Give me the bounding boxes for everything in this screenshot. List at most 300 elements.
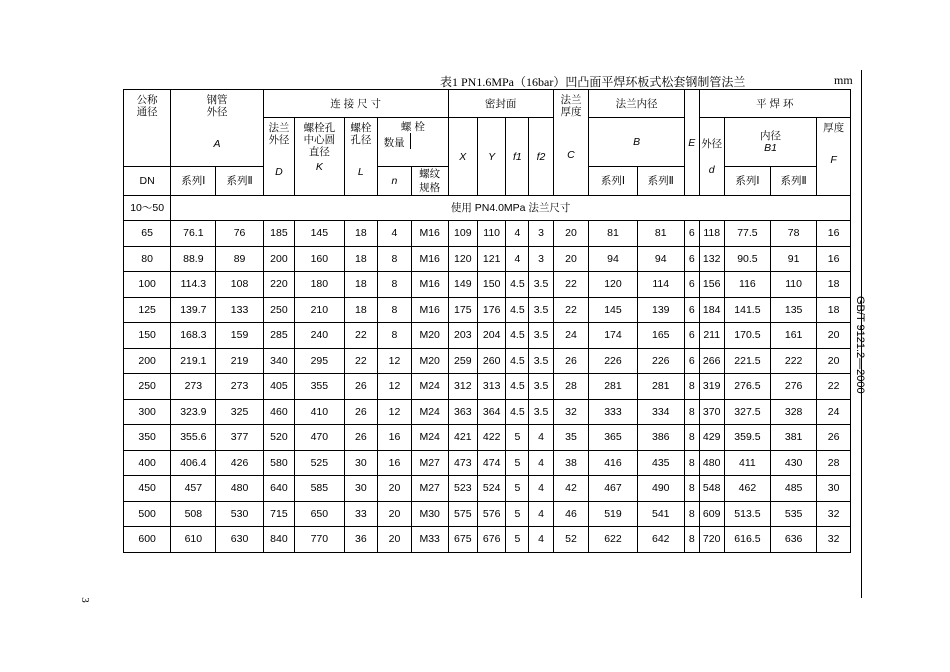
header-ring-od: 外径 d <box>699 118 724 196</box>
table-cell: 323.9 <box>171 399 216 425</box>
table-row <box>124 450 851 476</box>
table-cell: 8 <box>684 374 699 400</box>
header-nominal: 公称 通径 <box>124 90 171 167</box>
header-flange-id-series2: 系列Ⅱ <box>637 167 684 196</box>
header-bolt-qty: 数量 <box>383 137 405 149</box>
table-cell: 5 <box>506 450 529 476</box>
table-cell: 135 <box>771 297 817 323</box>
table-cell: 200 <box>263 246 295 272</box>
table-cell: 26 <box>344 425 378 451</box>
table-cell: 5 <box>506 527 529 553</box>
special-row <box>124 196 851 221</box>
header-ring-id-series2: 系列Ⅱ <box>771 167 817 196</box>
header-y: Y <box>477 118 505 196</box>
table-cell: 715 <box>263 501 295 527</box>
table-cell: 26 <box>817 425 851 451</box>
table-cell: 165 <box>637 323 684 349</box>
table-cell: 405 <box>263 374 295 400</box>
table-cell: 20 <box>817 348 851 374</box>
table-cell: 226 <box>637 348 684 374</box>
table-cell: 18 <box>344 272 378 298</box>
table-cell: 259 <box>448 348 477 374</box>
table-cell: 185 <box>263 221 295 247</box>
table-cell: 20 <box>378 527 412 553</box>
table-cell: 22 <box>817 374 851 400</box>
table-cell: 422 <box>477 425 505 451</box>
table-cell: 5 <box>506 476 529 502</box>
table-cell: 421 <box>448 425 477 451</box>
table-cell: 513.5 <box>724 501 770 527</box>
table-cell: 150 <box>477 272 505 298</box>
table-cell: 457 <box>171 476 216 502</box>
table-cell: 359.5 <box>724 425 770 451</box>
table-cell: 121 <box>477 246 505 272</box>
table-cell: 159 <box>216 323 263 349</box>
table-cell: 120 <box>448 246 477 272</box>
table-cell: 203 <box>448 323 477 349</box>
table-cell: 76.1 <box>171 221 216 247</box>
table-cell: 410 <box>295 399 344 425</box>
standard-code: GB/T 9121.2—2000 <box>854 296 866 394</box>
table-cell: 100 <box>124 272 171 298</box>
table-cell: 168.3 <box>171 323 216 349</box>
table-cell: 81 <box>589 221 637 247</box>
table-cell: 490 <box>637 476 684 502</box>
table-cell: 334 <box>637 399 684 425</box>
table-cell: 94 <box>637 246 684 272</box>
table-cell: 36 <box>344 527 378 553</box>
table-row <box>124 323 851 349</box>
header-bolt-hole: 螺栓 孔径 L <box>344 118 378 196</box>
table-cell: 370 <box>699 399 724 425</box>
header-thickness: 法兰 厚度 C <box>553 90 589 196</box>
table-cell: 125 <box>124 297 171 323</box>
table-cell: 630 <box>216 527 263 553</box>
table-cell: 204 <box>477 323 505 349</box>
table-cell: 109 <box>448 221 477 247</box>
table-cell: 132 <box>699 246 724 272</box>
table-cell: 16 <box>378 450 412 476</box>
table-cell: 640 <box>263 476 295 502</box>
table-cell: M16 <box>411 297 448 323</box>
table-cell: 720 <box>699 527 724 553</box>
table-cell: 18 <box>344 221 378 247</box>
table-cell: 33 <box>344 501 378 527</box>
table-cell: 328 <box>771 399 817 425</box>
table-cell: 355.6 <box>171 425 216 451</box>
table-cell: 114 <box>637 272 684 298</box>
table-cell: 770 <box>295 527 344 553</box>
header-connection: 连 接 尺 寸 <box>263 90 448 118</box>
table-cell: 28 <box>553 374 589 400</box>
table-cell: 575 <box>448 501 477 527</box>
table-cell: 6 <box>684 272 699 298</box>
table-cell: 377 <box>216 425 263 451</box>
table-cell: 222 <box>771 348 817 374</box>
table-cell: 30 <box>344 476 378 502</box>
table-cell: 133 <box>216 297 263 323</box>
table-cell: 32 <box>553 399 589 425</box>
table-cell: 28 <box>817 450 851 476</box>
table-cell: 20 <box>817 323 851 349</box>
special-row-dn: 10～50 <box>124 196 171 221</box>
table-cell: 675 <box>448 527 477 553</box>
table-cell: 52 <box>553 527 589 553</box>
table-cell: 4 <box>529 476 553 502</box>
header-bolt-circle: 螺栓孔 中心圆 直径 K <box>295 118 344 196</box>
table-cell: 4.5 <box>506 374 529 400</box>
table-cell: 276 <box>771 374 817 400</box>
header-ring-id: 内径 B1 <box>724 118 816 167</box>
table-cell: M30 <box>411 501 448 527</box>
header-dn: DN <box>124 167 171 196</box>
table-cell: 5 <box>506 501 529 527</box>
table-cell: 221.5 <box>724 348 770 374</box>
table-cell: 285 <box>263 323 295 349</box>
table-cell: 30 <box>817 476 851 502</box>
header-pipe-series1: 系列Ⅰ <box>171 167 216 196</box>
table-cell: 161 <box>771 323 817 349</box>
table-cell: 8 <box>684 501 699 527</box>
table-row <box>124 297 851 323</box>
table-cell: 610 <box>171 527 216 553</box>
table-cell: 4 <box>529 450 553 476</box>
table-cell: 650 <box>295 501 344 527</box>
table-cell: 363 <box>448 399 477 425</box>
table-cell: 8 <box>378 246 412 272</box>
table-cell: 319 <box>699 374 724 400</box>
table-cell: 12 <box>378 374 412 400</box>
table-cell: 46 <box>553 501 589 527</box>
header-flange-id: 法兰内径 <box>589 90 685 118</box>
table-title: 表1 PN1.6MPa（16bar）凹凸面平焊环板式松套钢制管法兰 <box>440 75 746 89</box>
table-cell: 65 <box>124 221 171 247</box>
table-cell: 281 <box>637 374 684 400</box>
table-row <box>124 476 851 502</box>
table-cell: 535 <box>771 501 817 527</box>
table-cell: M27 <box>411 476 448 502</box>
table-cell: 211 <box>699 323 724 349</box>
table-cell: 548 <box>699 476 724 502</box>
header-sealing: 密封面 <box>448 90 553 118</box>
table-cell: 6 <box>684 323 699 349</box>
table-cell: 20 <box>553 246 589 272</box>
table-body <box>124 196 851 553</box>
table-cell: 5 <box>506 425 529 451</box>
table-cell: 333 <box>589 399 637 425</box>
table-cell: 530 <box>216 501 263 527</box>
table-cell: 3.5 <box>529 399 553 425</box>
table-cell: 210 <box>295 297 344 323</box>
header-flange-id-sym: B <box>589 118 685 167</box>
table-cell: 6 <box>684 246 699 272</box>
table-cell: 12 <box>378 399 412 425</box>
table-cell: 467 <box>589 476 637 502</box>
table-cell: 4.5 <box>506 348 529 374</box>
table-cell: 180 <box>295 272 344 298</box>
table-cell: 600 <box>124 527 171 553</box>
table-cell: 90.5 <box>724 246 770 272</box>
table-cell: 6 <box>684 348 699 374</box>
table-cell: 508 <box>171 501 216 527</box>
table-cell: 3 <box>529 246 553 272</box>
table-cell: 88.9 <box>171 246 216 272</box>
table-cell: M24 <box>411 374 448 400</box>
table-cell: 462 <box>724 476 770 502</box>
table-cell: 42 <box>553 476 589 502</box>
table-cell: M33 <box>411 527 448 553</box>
table-cell: 145 <box>589 297 637 323</box>
table-cell: 89 <box>216 246 263 272</box>
table-cell: 18 <box>344 297 378 323</box>
table-cell: 636 <box>771 527 817 553</box>
table-cell: 276.5 <box>724 374 770 400</box>
table-cell: 26 <box>344 399 378 425</box>
table-cell: 16 <box>378 425 412 451</box>
table-cell: 139 <box>637 297 684 323</box>
table-cell: 642 <box>637 527 684 553</box>
table-cell: 8 <box>684 527 699 553</box>
table-row <box>124 374 851 400</box>
table-cell: 460 <box>263 399 295 425</box>
table-cell: 81 <box>637 221 684 247</box>
table-cell: 4 <box>529 527 553 553</box>
header-pipe-od: 钢管 外径 A <box>171 90 263 167</box>
table-cell: 8 <box>684 476 699 502</box>
table-cell: 8 <box>378 323 412 349</box>
table-cell: 160 <box>295 246 344 272</box>
table-cell: 184 <box>699 297 724 323</box>
table-cell: 118 <box>699 221 724 247</box>
table-cell: M27 <box>411 450 448 476</box>
table-cell: 170.5 <box>724 323 770 349</box>
table-cell: 18 <box>817 272 851 298</box>
table-row <box>124 501 851 527</box>
table-cell: 77.5 <box>724 221 770 247</box>
table-cell: 6 <box>684 297 699 323</box>
table-cell: 145 <box>295 221 344 247</box>
header-f2: f2 <box>529 118 553 196</box>
header-ring: 平 焊 环 <box>699 90 850 118</box>
table-cell: 32 <box>817 501 851 527</box>
table-cell: 22 <box>344 323 378 349</box>
table-cell: 3.5 <box>529 348 553 374</box>
table-cell: 26 <box>553 348 589 374</box>
table-cell: 8 <box>684 450 699 476</box>
table-cell: 176 <box>477 297 505 323</box>
table-cell: 156 <box>699 272 724 298</box>
table-cell: 386 <box>637 425 684 451</box>
table-cell: 524 <box>477 476 505 502</box>
table-cell: M24 <box>411 399 448 425</box>
table-cell: 24 <box>553 323 589 349</box>
table-cell: 110 <box>771 272 817 298</box>
table-cell: 116 <box>724 272 770 298</box>
table-cell: 200 <box>124 348 171 374</box>
table-cell: 4 <box>529 425 553 451</box>
table-cell: 4 <box>506 221 529 247</box>
header-f1: f1 <box>506 118 529 196</box>
table-cell: 91 <box>771 246 817 272</box>
table-cell: 8 <box>378 272 412 298</box>
table-cell: M20 <box>411 323 448 349</box>
table-cell: 8 <box>684 399 699 425</box>
table-cell: 364 <box>477 399 505 425</box>
page-number: 3 <box>78 597 91 603</box>
table-cell: 30 <box>344 450 378 476</box>
table-cell: 312 <box>448 374 477 400</box>
table-cell: 580 <box>263 450 295 476</box>
header-e: E <box>684 90 699 196</box>
table-cell: 416 <box>589 450 637 476</box>
table-cell: 22 <box>344 348 378 374</box>
table-cell: 273 <box>171 374 216 400</box>
table-cell: 365 <box>589 425 637 451</box>
table-cell: 20 <box>553 221 589 247</box>
table-row <box>124 348 851 374</box>
special-row-text: 使用 PN4.0MPa 法兰尺寸 <box>171 196 851 221</box>
header-ring-thk: 厚度 F <box>817 118 851 196</box>
table-cell: 450 <box>124 476 171 502</box>
table-cell: 226 <box>589 348 637 374</box>
header-bolt-thread: 螺纹 规格 <box>411 167 448 196</box>
table-cell: 340 <box>263 348 295 374</box>
table-cell: 325 <box>216 399 263 425</box>
table-cell: 266 <box>699 348 724 374</box>
table-cell: 20 <box>378 476 412 502</box>
table-cell: 219 <box>216 348 263 374</box>
table-cell: 22 <box>553 297 589 323</box>
table-cell: 240 <box>295 323 344 349</box>
table-cell: 6 <box>684 221 699 247</box>
table-cell: 313 <box>477 374 505 400</box>
table-cell: 4.5 <box>506 297 529 323</box>
table-cell: 480 <box>699 450 724 476</box>
table-cell: 8 <box>684 425 699 451</box>
table-cell: 576 <box>477 501 505 527</box>
table-cell: 175 <box>448 297 477 323</box>
table-cell: 141.5 <box>724 297 770 323</box>
table-cell: 4 <box>378 221 412 247</box>
table-cell: 4 <box>529 501 553 527</box>
table-cell: 108 <box>216 272 263 298</box>
table-row <box>124 527 851 553</box>
table-cell: M16 <box>411 272 448 298</box>
table-cell: 4.5 <box>506 323 529 349</box>
table-cell: 38 <box>553 450 589 476</box>
table-cell: 219.1 <box>171 348 216 374</box>
table-header <box>124 90 851 196</box>
table-cell: 250 <box>263 297 295 323</box>
table-cell: 474 <box>477 450 505 476</box>
table-cell: 22 <box>553 272 589 298</box>
table-cell: 500 <box>124 501 171 527</box>
table-cell: 24 <box>817 399 851 425</box>
table-cell: 355 <box>295 374 344 400</box>
table-cell: 16 <box>817 246 851 272</box>
table-cell: 114.3 <box>171 272 216 298</box>
table-cell: 3.5 <box>529 297 553 323</box>
table-cell: 18 <box>817 297 851 323</box>
table-cell: 281 <box>589 374 637 400</box>
table-cell: 80 <box>124 246 171 272</box>
table-cell: 676 <box>477 527 505 553</box>
table-cell: M16 <box>411 246 448 272</box>
table-cell: M24 <box>411 425 448 451</box>
table-cell: 616.5 <box>724 527 770 553</box>
table-cell: 400 <box>124 450 171 476</box>
table-cell: 426 <box>216 450 263 476</box>
table-row <box>124 246 851 272</box>
header-ring-id-series1: 系列Ⅰ <box>724 167 770 196</box>
table-cell: 149 <box>448 272 477 298</box>
table-row <box>124 272 851 298</box>
table-cell: 411 <box>724 450 770 476</box>
table-cell: 520 <box>263 425 295 451</box>
table-cell: 541 <box>637 501 684 527</box>
table-cell: 622 <box>589 527 637 553</box>
table-row <box>124 425 851 451</box>
table-cell: 4 <box>506 246 529 272</box>
table-cell: 120 <box>589 272 637 298</box>
table-cell: 3.5 <box>529 374 553 400</box>
table-cell: 430 <box>771 450 817 476</box>
table-cell: 150 <box>124 323 171 349</box>
table-cell: 260 <box>477 348 505 374</box>
table-cell: 295 <box>295 348 344 374</box>
table-cell: 3 <box>529 221 553 247</box>
header-x: X <box>448 118 477 196</box>
table-cell: 18 <box>344 246 378 272</box>
table-cell: 76 <box>216 221 263 247</box>
table-cell: 585 <box>295 476 344 502</box>
table-cell: 78 <box>771 221 817 247</box>
table-cell: 480 <box>216 476 263 502</box>
header-flange-id-series1: 系列Ⅰ <box>589 167 637 196</box>
table-cell: 94 <box>589 246 637 272</box>
table-cell: M16 <box>411 221 448 247</box>
table-cell: 3.5 <box>529 323 553 349</box>
table-cell: 840 <box>263 527 295 553</box>
table-cell: 609 <box>699 501 724 527</box>
table-cell: 350 <box>124 425 171 451</box>
table-cell: 4.5 <box>506 272 529 298</box>
table-cell: 525 <box>295 450 344 476</box>
header-flange-od: 法兰 外径 D <box>263 118 295 196</box>
table-cell: 273 <box>216 374 263 400</box>
table-cell: 110 <box>477 221 505 247</box>
table-cell: 26 <box>344 374 378 400</box>
table-cell: 3.5 <box>529 272 553 298</box>
table-cell: 519 <box>589 501 637 527</box>
table-cell: 8 <box>378 297 412 323</box>
header-bolt: 螺 栓 数量 <box>378 118 448 167</box>
table-cell: 327.5 <box>724 399 770 425</box>
table-cell: 435 <box>637 450 684 476</box>
table-cell: 300 <box>124 399 171 425</box>
table-row <box>124 221 851 247</box>
table-cell: 473 <box>448 450 477 476</box>
header-pipe-series2: 系列Ⅱ <box>216 167 263 196</box>
table-cell: 220 <box>263 272 295 298</box>
table-cell: 406.4 <box>171 450 216 476</box>
table-cell: 523 <box>448 476 477 502</box>
flange-dimension-table <box>123 89 851 553</box>
table-cell: 381 <box>771 425 817 451</box>
table-cell: 139.7 <box>171 297 216 323</box>
table-cell: 20 <box>378 501 412 527</box>
table-cell: 4.5 <box>506 399 529 425</box>
